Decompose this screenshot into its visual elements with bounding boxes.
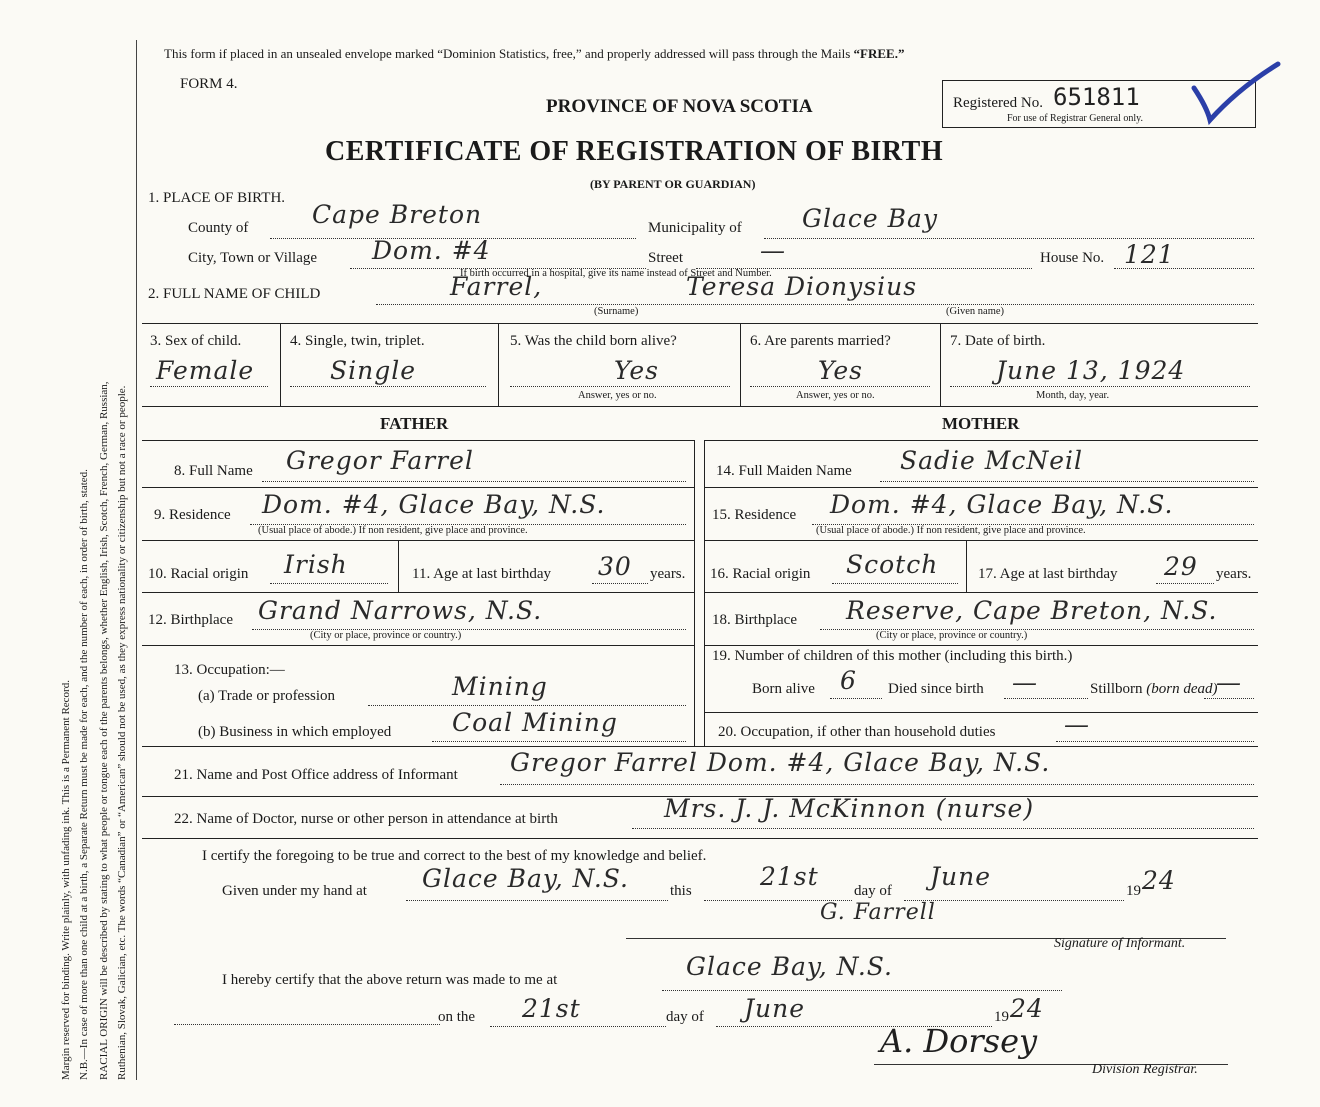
- married-note: Answer, yes or no.: [796, 390, 875, 401]
- margin-note-nb: N.B.—In case of more than one child at a birth, a Separate Return must be made for each, and the number of each, in order of birth, stated.: [78, 469, 90, 1080]
- registered-number: 651811: [1053, 83, 1140, 111]
- certify-text: I certify the foregoing to be true and correct to the best of my knowledge and belief.: [202, 848, 707, 864]
- child-name-label: 2. FULL NAME OF CHILD: [148, 286, 321, 302]
- father-residence-value: Dom. #4, Glace Bay, N.S.: [262, 490, 606, 519]
- alive-label: 5. Was the child born alive?: [510, 333, 677, 349]
- form-number: FORM 4.: [180, 76, 238, 92]
- mother-birthplace-note: (City or place, province or country.): [876, 630, 1028, 641]
- mother-occupation-value: —: [1064, 710, 1090, 739]
- father-heading: FATHER: [380, 414, 449, 433]
- father-name-label: 8. Full Name: [174, 463, 253, 479]
- given-place-value: Glace Bay, N.S.: [422, 864, 629, 893]
- father-race-label: 10. Racial origin: [148, 566, 249, 582]
- city-value: Dom. #4: [372, 236, 491, 265]
- stillborn-value: —: [1216, 668, 1242, 697]
- father-birthplace-label: 12. Birthplace: [148, 612, 233, 628]
- informant-signature-label: Signature of Informant.: [1054, 936, 1186, 951]
- city-label: City, Town or Village: [188, 250, 318, 266]
- father-birthplace-note: (City or place, province or country.): [310, 630, 462, 641]
- died-value: —: [1012, 668, 1038, 697]
- margin-note-racial: RACIAL ORIGIN will be described by stating to what people or tongue each of the parents belongs, whether English, Irish, Scotch, French, German, Russian,: [98, 381, 110, 1080]
- single-value: Single: [330, 356, 417, 385]
- registrar-place-value: Glace Bay, N.S.: [686, 952, 893, 981]
- father-residence-note: (Usual place of abode.) If non resident, give place and province.: [258, 525, 528, 536]
- father-years: years.: [650, 566, 686, 582]
- page-title: CERTIFICATE OF REGISTRATION OF BIRTH: [325, 136, 944, 167]
- page-subtitle: (BY PARENT OR GUARDIAN): [590, 177, 756, 191]
- married-label: 6. Are parents married?: [750, 333, 891, 349]
- informant-signature: G. Farrell: [820, 900, 936, 925]
- street-value: —: [760, 236, 786, 265]
- child-given-name: Teresa Dionysius: [686, 272, 918, 301]
- street-label: Street: [648, 250, 683, 266]
- registrar-on-label: on the: [438, 1009, 476, 1025]
- given-under-label: Given under my hand at: [222, 883, 367, 899]
- alive-note: Answer, yes or no.: [578, 390, 657, 401]
- children-count-label: 19. Number of children of this mother (including this birth.): [712, 648, 1073, 664]
- margin-note-binding: Margin reserved for binding. Write plainly, with unfading ink. This is a Permanent Record.: [60, 680, 72, 1080]
- given-day-value: 21st: [760, 862, 819, 891]
- registered-label: Registered No.: [953, 95, 1043, 111]
- trade-label: (a) Trade or profession: [198, 688, 336, 704]
- given-name-note: (Given name): [946, 306, 1005, 317]
- mother-heading: MOTHER: [942, 414, 1020, 433]
- mother-years: years.: [1216, 566, 1252, 582]
- county-label: County of: [188, 220, 249, 236]
- dob-label: 7. Date of birth.: [950, 333, 1046, 349]
- mother-residence-value: Dom. #4, Glace Bay, N.S.: [830, 490, 1174, 519]
- registrar-certify-text: I hereby certify that the above return was made to me at: [222, 972, 558, 988]
- father-race-value: Irish: [284, 550, 348, 579]
- mother-name-value: Sadie McNeil: [900, 446, 1084, 475]
- mother-birthplace-value: Reserve, Cape Breton, N.S.: [846, 596, 1218, 625]
- doctor-label: 22. Name of Doctor, nurse or other person in attendance at birth: [174, 811, 558, 827]
- mother-occupation-label: 20. Occupation, if other than household duties: [718, 724, 996, 740]
- doctor-value: Mrs. J. J. McKinnon (nurse): [664, 794, 1035, 823]
- mother-race-label: 16. Racial origin: [710, 566, 811, 582]
- margin-line: [136, 40, 137, 1080]
- father-name-value: Gregor Farrel: [286, 446, 474, 475]
- day-of-label: day of: [854, 883, 892, 899]
- born-alive-value: 6: [840, 666, 857, 695]
- mother-birthplace-label: 18. Birthplace: [712, 612, 797, 628]
- registrar-month-value: June: [744, 994, 806, 1023]
- given-year-prefix: 19: [1126, 883, 1141, 899]
- mother-name-label: 14. Full Maiden Name: [716, 463, 852, 479]
- registrar-note: For use of Registrar General only.: [1007, 113, 1143, 124]
- trade-value: Mining: [452, 672, 548, 701]
- father-residence-label: 9. Residence: [154, 507, 231, 523]
- father-birthplace-value: Grand Narrows, N.S.: [258, 596, 543, 625]
- sex-value: Female: [156, 356, 255, 385]
- stillborn-label: Stillborn (born dead): [1090, 681, 1218, 697]
- father-age-value: 30: [598, 552, 632, 581]
- informant-label: 21. Name and Post Office address of Informant: [174, 767, 458, 783]
- mail-notice: This form if placed in an unsealed envelope marked “Dominion Statistics, free,” and properly addressed will pass through the Mails “FREE.”: [164, 46, 905, 61]
- registrar-year-value: 24: [1010, 994, 1044, 1023]
- born-alive-label: Born alive: [752, 681, 815, 697]
- margin-note-racial-cont: Ruthenian, Slovak, Galician, etc. The words “Canadian” or “American” should not be used, as they express nationality or citizenship but not a race or people.: [116, 385, 128, 1080]
- this-label: this: [670, 883, 692, 899]
- mother-residence-label: 15. Residence: [712, 507, 797, 523]
- given-year-value: 24: [1142, 866, 1176, 895]
- mother-age-label: 17. Age at last birthday: [978, 566, 1118, 582]
- father-age-label: 11. Age at last birthday: [412, 566, 551, 582]
- house-value: 121: [1124, 240, 1175, 269]
- hospital-note: If birth occurred in a hospital, give its name instead of Street and Number.: [460, 268, 772, 279]
- registrar-year-prefix: 19: [994, 1009, 1009, 1025]
- single-label: 4. Single, twin, triplet.: [290, 333, 425, 349]
- child-surname: Farrel,: [450, 272, 543, 301]
- alive-value: Yes: [614, 356, 659, 385]
- municipality-value: Glace Bay: [802, 204, 939, 233]
- county-value: Cape Breton: [312, 200, 483, 229]
- business-label: (b) Business in which employed: [198, 724, 392, 740]
- registrar-signature: A. Dorsey: [880, 1022, 1038, 1060]
- registrar-label: Division Registrar.: [1092, 1062, 1198, 1077]
- mother-age-value: 29: [1164, 552, 1198, 581]
- mother-residence-note: (Usual place of abode.) If non resident, give place and province.: [816, 525, 1086, 536]
- municipality-label: Municipality of: [648, 220, 742, 236]
- dob-value: June 13, 1924: [996, 356, 1186, 385]
- business-value: Coal Mining: [452, 708, 618, 737]
- surname-note: (Surname): [594, 306, 639, 317]
- checkmark-icon: [1188, 60, 1284, 130]
- registrar-day-value: 21st: [522, 994, 581, 1023]
- sex-label: 3. Sex of child.: [150, 333, 242, 349]
- given-month-value: June: [930, 862, 992, 891]
- registrar-day-of-label: day of: [666, 1009, 704, 1025]
- province-heading: PROVINCE OF NOVA SCOTIA: [546, 96, 813, 117]
- married-value: Yes: [818, 356, 863, 385]
- place-of-birth-label: 1. PLACE OF BIRTH.: [148, 190, 286, 206]
- dob-note: Month, day, year.: [1036, 390, 1110, 401]
- informant-value: Gregor Farrel Dom. #4, Glace Bay, N.S.: [510, 748, 1051, 777]
- house-label: House No.: [1040, 250, 1105, 266]
- father-occupation-label: 13. Occupation:—: [174, 662, 285, 678]
- died-label: Died since birth: [888, 681, 984, 697]
- mother-race-value: Scotch: [846, 550, 939, 579]
